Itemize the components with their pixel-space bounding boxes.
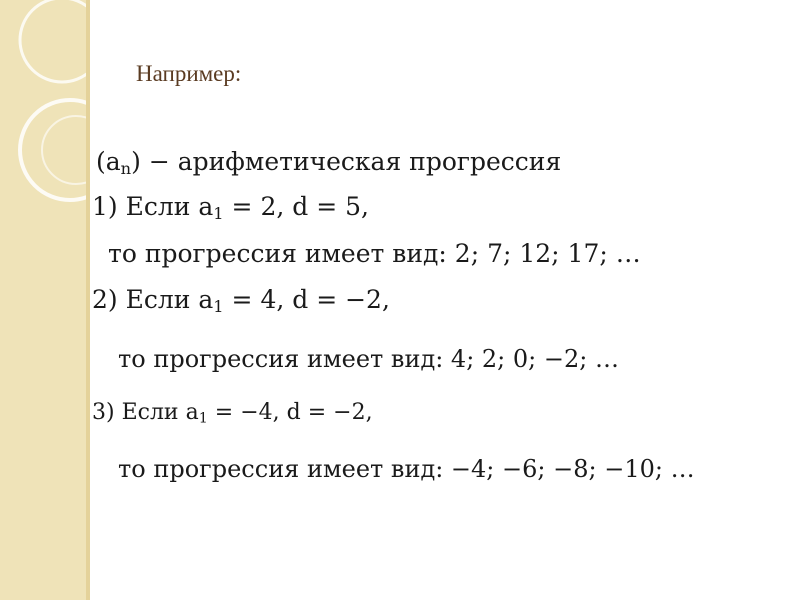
example-1-result	[108, 239, 641, 268]
line-text: 3) Если a	[92, 400, 199, 425]
line-text: = 4, d = −2,	[223, 285, 390, 314]
example-3-condition	[92, 400, 373, 427]
progression-definition	[96, 147, 561, 178]
example-3-result	[118, 455, 695, 483]
line-text: = 2, d = 5,	[223, 192, 369, 221]
decorative-sidebar	[0, 0, 90, 600]
example-1-condition	[92, 192, 369, 223]
subscript: 1	[213, 204, 224, 224]
line-text: то прогрессия имеет вид: 4; 2; 0; −2; …	[118, 345, 619, 373]
decorative-rings-icon	[0, 0, 86, 600]
subscript: 1	[213, 297, 224, 317]
subscript: 1	[198, 410, 208, 427]
slide-title: Например:	[136, 61, 242, 86]
subscript: n	[120, 159, 132, 179]
line-text: 1) Если a	[92, 192, 214, 221]
example-2-condition	[92, 285, 390, 316]
example-2-result	[118, 345, 619, 373]
line-text: 2) Если a	[92, 285, 214, 314]
line-text: то прогрессия имеет вид: 2; 7; 12; 17; …	[108, 239, 641, 268]
line-text: (a	[96, 147, 121, 176]
line-text: то прогрессия имеет вид: −4; −6; −8; −10; …	[118, 455, 695, 483]
line-text: ) − арифметическая прогрессия	[131, 147, 562, 176]
line-text: = −4, d = −2,	[207, 400, 373, 425]
